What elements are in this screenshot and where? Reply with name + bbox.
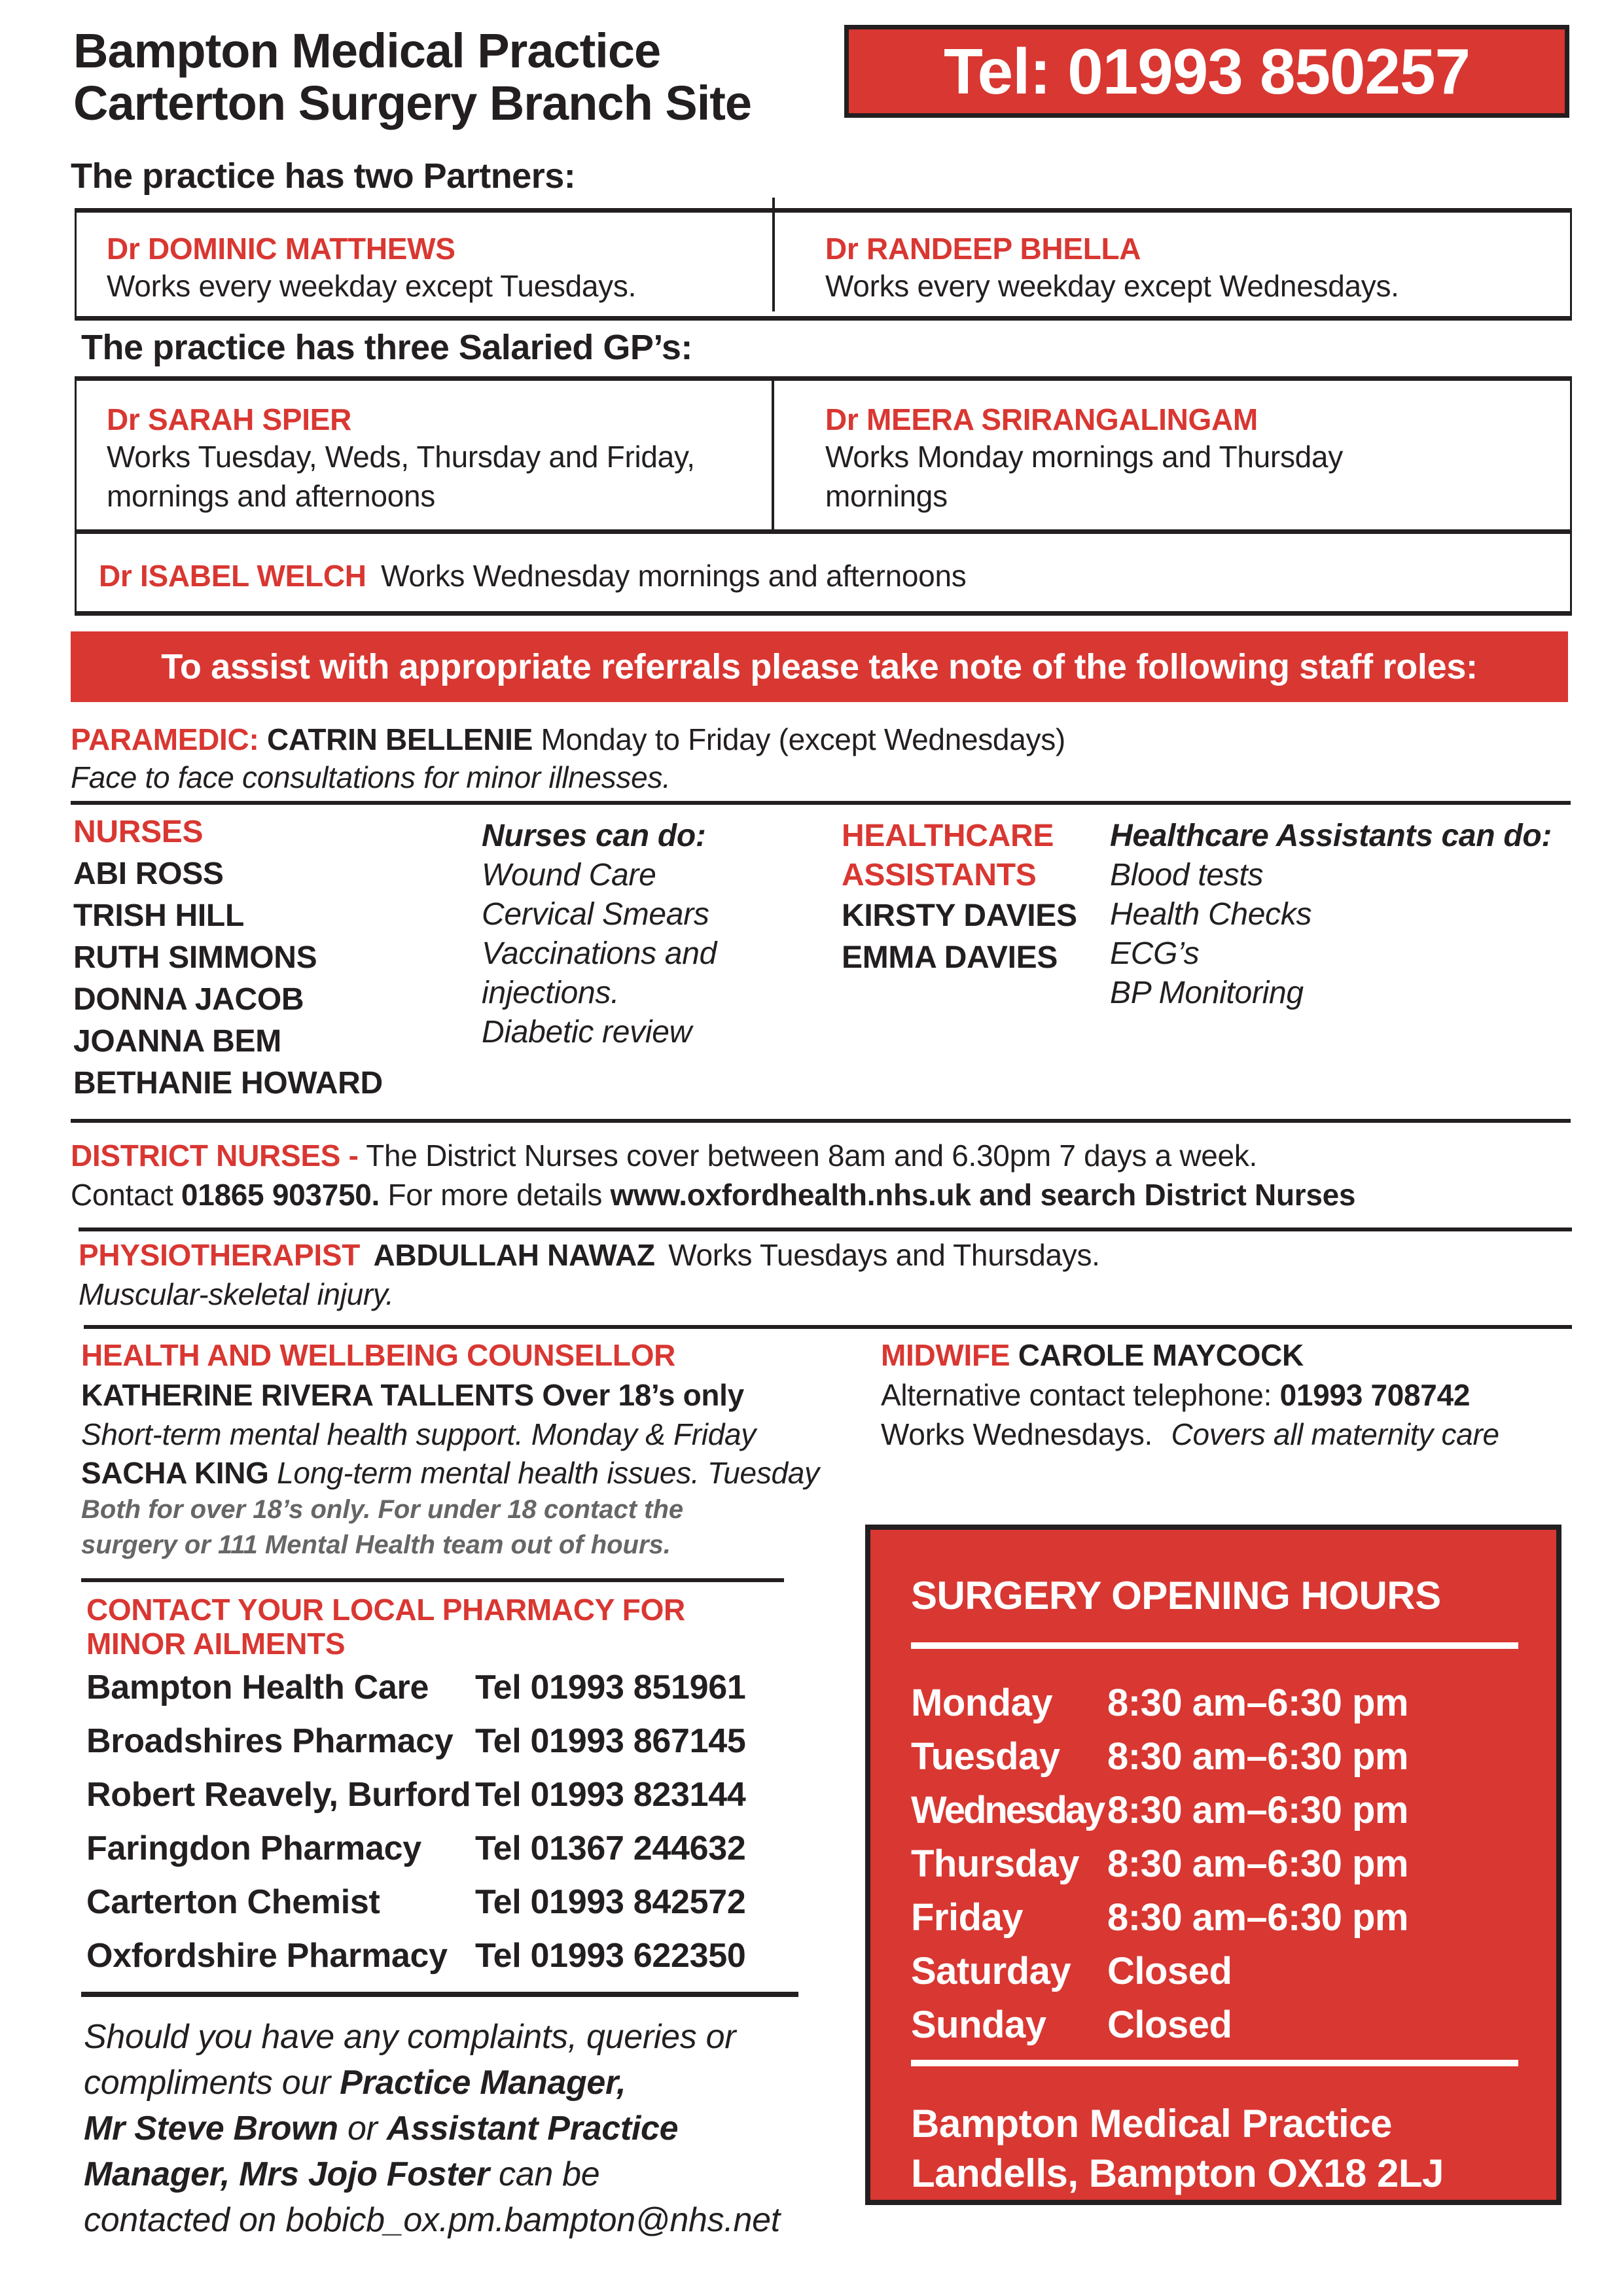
salaried-gps-box — [75, 376, 1572, 616]
hours-row — [911, 1730, 1408, 1784]
pharmacy-row — [86, 1714, 746, 1768]
nurse-task: Wound Care — [482, 858, 656, 892]
divider — [911, 1642, 1518, 1649]
midwife-schedule: Works Wednesdays. — [881, 1417, 1153, 1451]
day-label: Tuesday — [911, 1735, 1060, 1778]
physio-role: PHYSIOTHERAPIST — [79, 1238, 361, 1272]
divider — [79, 1227, 1572, 1231]
hca-name: KIRSTY DAVIES — [842, 898, 1077, 933]
nurse-name: RUTH SIMMONS — [73, 940, 317, 975]
day-hours: 8:30 am–6:30 pm — [1107, 1843, 1408, 1885]
physio-line — [79, 1237, 1100, 1273]
complaints-text: can be — [499, 2155, 600, 2193]
nurse-name: ABI ROSS — [73, 857, 224, 891]
complaints-email[interactable]: contacted on bobicb_ox.pm.bampton@nhs.net — [84, 2201, 780, 2239]
complaints-section — [84, 2014, 780, 2243]
day-label: Monday — [911, 1682, 1053, 1724]
midwife-phone[interactable]: 01993 708742 — [1279, 1378, 1471, 1412]
pharmacy-name: Carterton Chemist — [86, 1883, 380, 1921]
hca-task: Blood tests — [1110, 858, 1264, 892]
nurse-name: DONNA JACOB — [73, 982, 304, 1017]
day-hours: 8:30 am–6:30 pm — [1107, 1682, 1408, 1724]
day-hours: Closed — [1107, 2004, 1232, 2046]
complaints-text: or — [347, 2110, 378, 2147]
gp-schedule: mornings — [825, 479, 948, 513]
district-nurses-contact — [71, 1176, 1355, 1213]
day-label: Friday — [911, 1896, 1024, 1939]
more-details-label: For more details — [387, 1178, 603, 1212]
nurse-name: TRISH HILL — [73, 898, 244, 933]
paramedic-description: Face to face consultations for minor illnesses. — [71, 760, 671, 794]
divider — [772, 381, 774, 530]
pharmacy-row — [86, 1929, 746, 1983]
nurses-list — [73, 811, 383, 1104]
counsellor-description: Long-term mental health issues. Tuesday — [277, 1456, 819, 1490]
paramedic-name: CATRIN BELLENIE — [266, 722, 533, 756]
salaried-gps-heading: The practice has three Salaried GP’s: — [81, 328, 692, 367]
midwife-name: CAROLE MAYCOCK — [1018, 1338, 1304, 1372]
day-hours: 8:30 am–6:30 pm — [1107, 1896, 1408, 1939]
hca-task: ECG’s — [1110, 936, 1200, 971]
hours-table — [911, 1676, 1408, 2052]
district-nurses-website[interactable]: www.oxfordhealth.nhs.uk and search District Nurses — [610, 1178, 1356, 1212]
divider — [911, 2060, 1518, 2066]
pharmacy-name: Oxfordshire Pharmacy — [86, 1937, 448, 1975]
district-nurses-role: DISTRICT NURSES - — [71, 1139, 359, 1173]
pharmacy-heading: MINOR AILMENTS — [86, 1627, 346, 1661]
opening-hours-box — [865, 1525, 1561, 2205]
midwife-description: Covers all maternity care — [1171, 1417, 1499, 1451]
partners-box — [75, 208, 1572, 321]
practice-manager-label: Practice Manager, — [340, 2064, 626, 2102]
district-nurses-phone[interactable]: 01865 903750. — [181, 1178, 380, 1212]
pharmacy-tel[interactable]: Tel 01993 842572 — [475, 1883, 746, 1921]
pharmacy-row — [86, 1768, 746, 1822]
practice-address-name: Bampton Medical Practice — [911, 2102, 1392, 2146]
counsellor-note: Both for over 18’s only. For under 18 contact the — [81, 1495, 684, 1524]
partner-schedule: Works every weekday except Tuesdays. — [107, 269, 637, 303]
day-label: Sunday — [911, 2004, 1046, 2046]
telephone-banner — [844, 25, 1569, 118]
pharmacy-tel[interactable]: Tel 01993 867145 — [475, 1722, 746, 1760]
midwife-role: MIDWIFE — [881, 1338, 1010, 1372]
gp-name: Dr MEERA SRIRANGALINGAM — [825, 402, 1258, 436]
practice-manager-name: Mr Steve Brown — [84, 2110, 338, 2147]
branch-site-title: Carterton Surgery Branch Site — [73, 76, 752, 130]
hca-can-do — [1110, 817, 1552, 1013]
complaints-text: compliments our — [84, 2064, 330, 2102]
day-hours: 8:30 am–6:30 pm — [1107, 1789, 1408, 1831]
midwife-section — [881, 1335, 1499, 1454]
divider — [71, 801, 1571, 805]
day-label: Thursday — [911, 1843, 1080, 1885]
district-nurses-line — [71, 1137, 1257, 1174]
divider — [81, 1578, 784, 1582]
gp-schedule: Works Monday mornings and Thursday — [825, 440, 1343, 474]
pharmacy-name: Broadshires Pharmacy — [86, 1722, 454, 1760]
divider — [81, 1992, 798, 1997]
paramedic-role: PARAMEDIC: — [71, 722, 259, 756]
physio-name: ABDULLAH NAWAZ — [373, 1238, 655, 1272]
hca-name: EMMA DAVIES — [842, 940, 1058, 975]
hca-task: BP Monitoring — [1110, 976, 1304, 1010]
pharmacy-row — [86, 1822, 746, 1875]
practice-title: Bampton Medical Practice — [73, 24, 661, 78]
divider — [71, 1119, 1571, 1123]
pharmacy-tel[interactable]: Tel 01993 823144 — [475, 1776, 746, 1814]
counsellor-section — [81, 1335, 819, 1563]
nurse-task: Vaccinations and — [482, 936, 717, 971]
partners-heading: The practice has two Partners: — [71, 156, 576, 196]
pharmacy-tel[interactable]: Tel 01993 622350 — [475, 1937, 746, 1975]
partner-name: Dr DOMINIC MATTHEWS — [107, 232, 455, 266]
pharmacy-tel[interactable]: Tel 01367 244632 — [475, 1829, 746, 1867]
nurse-name: BETHANIE HOWARD — [73, 1066, 383, 1101]
assistant-manager-label: Assistant Practice — [386, 2110, 679, 2147]
hours-row — [911, 1784, 1408, 1837]
pharmacy-heading: CONTACT YOUR LOCAL PHARMACY FOR — [86, 1593, 685, 1627]
hours-row — [911, 1998, 1408, 2052]
paramedic-line — [71, 721, 1065, 758]
pharmacy-section — [86, 1593, 746, 1983]
nurse-name: JOANNA BEM — [73, 1024, 281, 1059]
pharmacy-tel[interactable]: Tel 01993 851961 — [475, 1669, 746, 1706]
gp-name: Dr SARAH SPIER — [107, 402, 352, 436]
counsellor-name: KATHERINE RIVERA TALLENTS Over 18’s only — [81, 1378, 744, 1412]
nurse-task: Cervical Smears — [482, 897, 709, 932]
nurses-can-do — [482, 817, 717, 1052]
nurses-heading: NURSES — [73, 815, 204, 849]
telephone-number[interactable]: Tel: 01993 850257 — [944, 35, 1470, 107]
hours-row — [911, 1837, 1408, 1891]
day-hours: 8:30 am–6:30 pm — [1107, 1735, 1408, 1778]
counsellor-note: surgery or 111 Mental Health team out of hours. — [81, 1530, 671, 1559]
day-label: Saturday — [911, 1950, 1071, 1992]
divider — [77, 529, 1570, 534]
nurses-can-do-heading: Nurses can do: — [482, 819, 706, 853]
gp-schedule: mornings and afternoons — [107, 479, 435, 513]
hours-row — [911, 1891, 1408, 1945]
partner-schedule: Works every weekday except Wednesdays. — [825, 269, 1399, 303]
physio-schedule: Works Tuesdays and Thursdays. — [668, 1238, 1100, 1272]
paramedic-schedule: Monday to Friday (except Wednesdays) — [541, 722, 1065, 756]
pharmacy-name: Faringdon Pharmacy — [86, 1829, 421, 1867]
contact-label: Contact — [71, 1178, 173, 1212]
alt-contact-label: Alternative contact telephone: — [881, 1378, 1272, 1412]
hca-can-do-heading: Healthcare Assistants can do: — [1110, 819, 1552, 853]
referrals-banner — [71, 631, 1568, 702]
day-hours: Closed — [1107, 1950, 1232, 1992]
counsellor-name: SACHA KING — [81, 1456, 269, 1490]
counsellor-role: HEALTH AND WELLBEING COUNSELLOR — [81, 1338, 676, 1372]
hours-row — [911, 1945, 1408, 1998]
complaints-text: Should you have any complaints, queries or — [84, 2018, 736, 2056]
district-nurses-text: The District Nurses cover between 8am and 6.30pm 7 days a week. — [366, 1139, 1258, 1173]
physio-description: Muscular-skeletal injury. — [79, 1277, 394, 1311]
partner-name: Dr RANDEEP BHELLA — [825, 232, 1141, 266]
pharmacy-row — [86, 1661, 746, 1714]
hours-row — [911, 1676, 1408, 1730]
counsellor-description: Short-term mental health support. Monday & Friday — [81, 1417, 756, 1451]
pharmacy-name: Robert Reavely, Burford — [86, 1776, 471, 1814]
divider — [84, 1325, 1572, 1329]
pharmacy-name: Bampton Health Care — [86, 1669, 429, 1706]
hca-task: Health Checks — [1110, 897, 1312, 932]
opening-hours-heading: SURGERY OPENING HOURS — [911, 1574, 1441, 1617]
day-label: Wednesday — [911, 1789, 1104, 1831]
gp-schedule: Works Wednesday mornings and afternoons — [381, 559, 967, 593]
hca-heading: ASSISTANTS — [842, 858, 1037, 892]
gp-name: Dr ISABEL WELCH — [99, 559, 366, 593]
hca-heading: HEALTHCARE — [842, 819, 1054, 853]
pharmacy-row — [86, 1875, 746, 1929]
assistant-manager-name: Manager, Mrs Jojo Foster — [84, 2155, 490, 2193]
nurse-task: injections. — [482, 976, 620, 1010]
gp-schedule: Works Tuesday, Weds, Thursday and Friday, — [107, 440, 695, 474]
referrals-banner-text: To assist with appropriate referrals please take note of the following staff roles: — [161, 647, 1478, 686]
nurse-task: Diabetic review — [482, 1015, 692, 1050]
practice-address: Landells, Bampton OX18 2LJ — [911, 2151, 1444, 2195]
healthcare-assistants-list — [842, 817, 1077, 979]
